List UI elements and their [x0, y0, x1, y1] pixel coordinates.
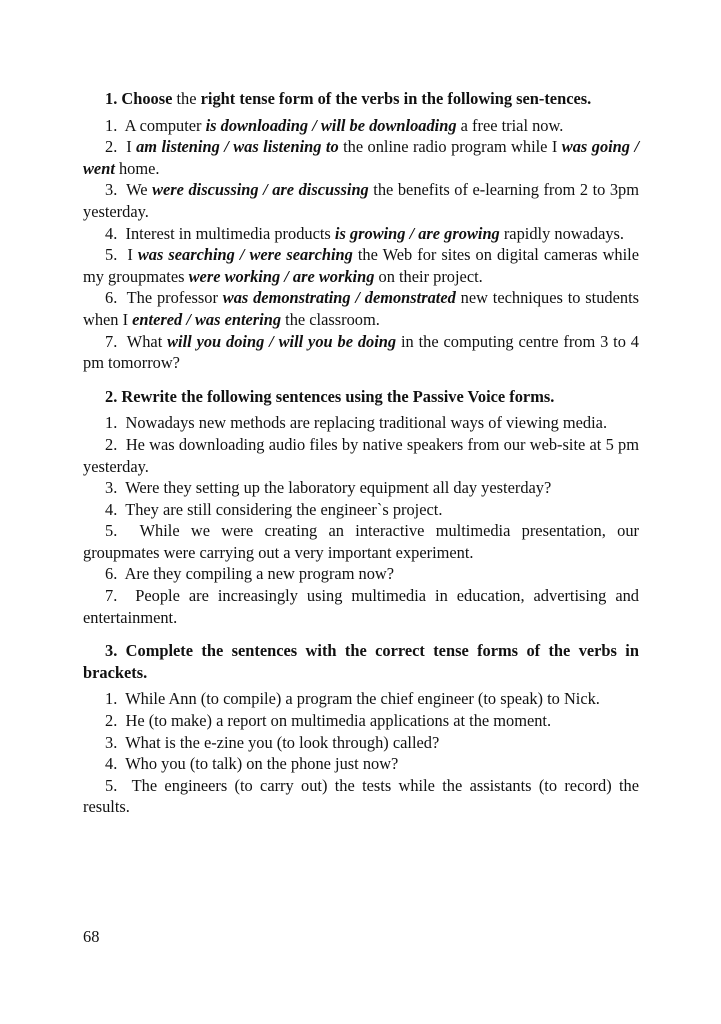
heading-part: right tense form of the verbs in the following sen-tences. — [200, 89, 592, 108]
list-item — [83, 331, 639, 374]
sentence-text: Interest in multimedia products — [125, 223, 335, 243]
exercise-heading — [83, 640, 639, 683]
heading-part: Complete the sentences with the correct tense forms of the verbs in brackets. — [83, 641, 639, 682]
sentence-text: a free trial now. — [456, 115, 564, 135]
exercise-heading — [83, 386, 639, 408]
item-number: 1. — [105, 115, 118, 135]
exercise-items — [83, 412, 639, 628]
sentence-text: People are increasingly using multimedia in education, advertising and entertainment. — [83, 586, 639, 627]
sentence-text: rapidly nowadays. — [499, 223, 625, 243]
list-item — [83, 585, 639, 628]
item-number: 3. — [105, 180, 118, 200]
sentence-text: A computer — [124, 115, 206, 135]
item-number: 5. — [105, 775, 118, 795]
heading-part: the — [172, 89, 201, 108]
item-number: 2. — [105, 711, 118, 731]
sentence-text: Who you (to talk) on the phone just now? — [125, 754, 399, 774]
exercise-number: 1. — [105, 89, 118, 108]
list-item — [83, 688, 639, 710]
list-item — [83, 287, 639, 330]
exercise-heading — [83, 88, 639, 110]
sentence-text: Are they compiling a new program now? — [124, 564, 395, 584]
page-number: 68 — [83, 927, 100, 946]
sentence-text: Nowadays new methods are replacing traditional ways of viewing media. — [125, 413, 608, 433]
item-number: 5. — [105, 521, 118, 541]
list-item — [83, 732, 639, 754]
verb-choice: entered / was entering — [132, 309, 282, 329]
page-content — [83, 88, 639, 818]
list-item — [83, 563, 639, 585]
sentence-text: I — [127, 245, 138, 265]
exercise-number: 3. — [105, 641, 118, 661]
exercise-1 — [83, 88, 639, 374]
sentence-text: the classroom. — [281, 309, 380, 329]
list-item — [83, 753, 639, 775]
sentence-text: the Web for sites on digital cameras while my groupmates — [83, 245, 639, 286]
verb-choice: were working / are working — [188, 266, 375, 286]
exercise-3 — [83, 640, 639, 818]
list-item — [83, 499, 639, 521]
exercise-items — [83, 115, 639, 374]
list-item — [83, 434, 639, 477]
sentence-text: I — [126, 137, 137, 157]
verb-choice: is downloading / will be downloading — [205, 115, 457, 135]
list-item — [83, 477, 639, 499]
heading-part: Choose — [121, 89, 173, 108]
item-number: 3. — [105, 478, 118, 498]
verb-choice: is growing / are growing — [334, 223, 500, 243]
sentence-text: What is the e-zine you (to look through) called? — [125, 732, 440, 752]
list-item — [83, 412, 639, 434]
sentence-text: We — [126, 180, 153, 200]
sentence-text: While we were creating an interactive multimedia presentation, our groupmates were carrying out a very important experiment. — [83, 521, 639, 562]
verb-choice: was demonstrating / demonstrated — [222, 288, 456, 308]
item-number: 4. — [105, 754, 118, 774]
item-number: 7. — [105, 331, 118, 351]
item-number: 4. — [105, 223, 118, 243]
sentence-text: They are still considering the engineer`s project. — [125, 499, 443, 519]
sentence-text: While Ann (to compile) a program the chief engineer (to speak) to Nick. — [125, 689, 600, 709]
sentence-text: new techniques to students when I — [83, 288, 640, 329]
item-number: 5. — [105, 245, 118, 265]
list-item — [83, 710, 639, 732]
exercise-number: 2. — [105, 386, 118, 406]
sentence-text: He (to make) a report on multimedia applications at the moment. — [125, 711, 552, 731]
sentence-text: in the computing centre from 3 to 4 pm tomorrow? — [83, 331, 640, 373]
verb-choice: will you doing / will you be doing — [167, 331, 397, 351]
verb-choice: am listening / was listening to — [136, 137, 339, 157]
sentence-text: The professor — [126, 288, 223, 308]
list-item — [83, 179, 639, 222]
sentence-text: the benefits of e-learning from 2 to 3pm yesterday. — [83, 180, 640, 221]
verb-choice: were discussing / are discussing — [152, 180, 369, 200]
item-number: 1. — [105, 413, 118, 433]
sentence-text: He was downloading audio files by native speakers from our web-site at 5 pm yesterday. — [83, 434, 639, 476]
exercise-items — [83, 688, 639, 818]
list-item — [83, 520, 639, 563]
sentence-text: the online radio program while I — [338, 137, 562, 157]
item-number: 2. — [105, 137, 118, 157]
verb-choice: was searching / were searching — [137, 245, 353, 265]
sentence-text: Were they setting up the laboratory equipment all day yesterday? — [125, 478, 552, 498]
list-item — [83, 775, 639, 818]
item-number: 7. — [105, 586, 118, 606]
sentence-text: home. — [114, 158, 160, 178]
exercise-2 — [83, 386, 639, 629]
sentence-text: on their project. — [374, 266, 483, 286]
list-item — [83, 136, 639, 179]
verb-choice: was going / went — [83, 137, 639, 178]
list-item — [83, 244, 639, 287]
item-number: 2. — [105, 434, 118, 454]
heading-part: Rewrite the following sentences using the Passive Voice forms. — [121, 386, 555, 406]
sentence-text: What — [126, 331, 168, 351]
list-item — [83, 115, 639, 137]
item-number: 6. — [105, 564, 118, 584]
item-number: 1. — [105, 689, 118, 709]
item-number: 3. — [105, 732, 118, 752]
item-number: 6. — [105, 288, 118, 308]
list-item — [83, 223, 639, 245]
sentence-text: The engineers (to carry out) the tests while the assistants (to record) the results. — [83, 775, 639, 817]
item-number: 4. — [105, 499, 118, 519]
